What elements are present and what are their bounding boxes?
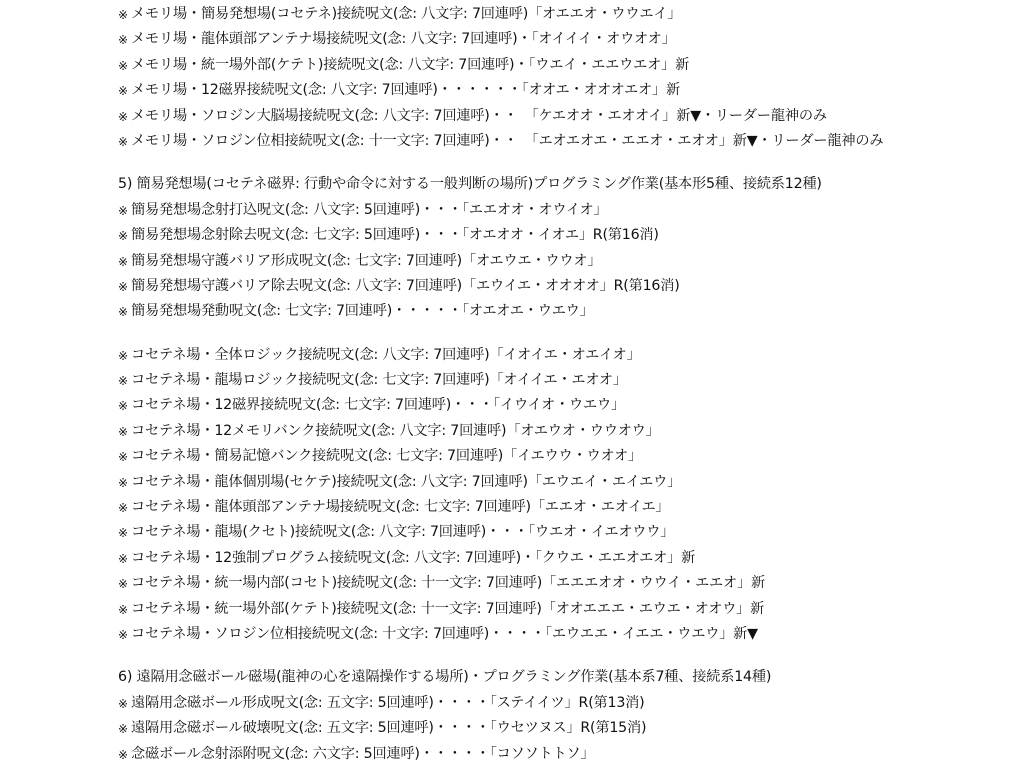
reference-mark: ※	[118, 229, 128, 244]
reference-mark: ※	[118, 279, 128, 294]
reference-mark: ※	[118, 84, 128, 99]
reference-mark: ※	[118, 134, 128, 149]
list-item	[118, 691, 1018, 716]
list-item-text: コセテネ場・12メモリバンク接続呪文(念: 八文字: 7回連呼)「オエウオ・ウウオウ」	[131, 422, 660, 439]
reference-mark: ※	[118, 203, 128, 218]
list-item	[118, 419, 1018, 444]
reference-mark: ※	[118, 399, 128, 414]
list-item-text: コセテネ場・龍体個別場(セケテ)接続呪文(念: 八文字: 7回連呼)「エウエイ・エイエウ」	[131, 473, 682, 490]
list-item	[118, 444, 1018, 469]
list-item-text: コセテネ場・12磁界接続呪文(念: 七文字: 7回連呼)・・・「イウイオ・ウエウ」	[131, 397, 626, 414]
section-5	[118, 172, 1018, 324]
reference-mark: ※	[118, 8, 128, 22]
list-item	[118, 27, 1018, 52]
list-item-text: 遠隔用念磁ボール形成呪文(念: 五文字: 5回連呼)・・・・「ステイイツ」R(第13消)	[131, 694, 645, 711]
list-item-text: 遠隔用念磁ボール破壊呪文(念: 五文字: 5回連呼)・・・・「ウセツヌス」R(第15消)	[131, 720, 647, 737]
list-item	[118, 274, 1018, 299]
reference-mark: ※	[118, 747, 128, 762]
reference-mark: ※	[118, 109, 128, 124]
list-item	[118, 104, 1018, 129]
list-item-text: コセテネ場・統一場内部(コセト)接続呪文(念: 十一文字: 7回連呼)「エエエオオ・ウウイ・エエオ」新	[131, 575, 766, 592]
list-item-text: 簡易発想場守護バリア形成呪文(念: 七文字: 7回連呼)「オエウエ・ウウオ」	[131, 252, 602, 269]
list-item-text: コセテネ場・簡易記憶バンク接続呪文(念: 七文字: 7回連呼)「イエウウ・ウオオ」	[131, 448, 643, 465]
list-item	[118, 470, 1018, 495]
list-item	[118, 53, 1018, 78]
list-item-text: コセテネ場・龍場(クセト)接続呪文(念: 八文字: 7回連呼)・・・「ウエオ・イエオウウ」	[131, 524, 675, 541]
section-heading: 6) 遠隔用念磁ボール磁場(龍神の心を遠隔操作する場所)・プログラミング作業(基本系7種、接続系14種)	[118, 669, 772, 686]
list-item	[118, 716, 1018, 741]
list-item-text: コセテネ場・全体ロジック接続呪文(念: 八文字: 7回連呼)「イオイエ・オエイオ」	[131, 346, 641, 363]
list-item	[118, 129, 1018, 154]
list-item	[118, 742, 1018, 767]
list-item	[118, 78, 1018, 103]
reference-mark: ※	[118, 696, 128, 711]
list-item-text: コセテネ場・龍場ロジック接続呪文(念: 七文字: 7回連呼)「オイイエ・エオオ」	[131, 372, 627, 389]
spacer	[118, 647, 1018, 665]
document-body	[118, 2, 1018, 767]
reference-mark: ※	[118, 526, 128, 541]
reference-mark: ※	[118, 475, 128, 490]
reference-mark: ※	[118, 305, 128, 320]
reference-mark: ※	[118, 424, 128, 439]
list-item	[118, 393, 1018, 418]
list-item-text: 簡易発想場念射除去呪文(念: 七文字: 5回連呼)・・・「オエオオ・イオエ」R(第16消)	[131, 227, 659, 244]
list-item	[118, 495, 1018, 520]
list-item	[118, 546, 1018, 571]
list-item-text: メモリ場・簡易発想場(コセテネ)接続呪文(念: 八文字: 7回連呼)「オエエオ・ウウエイ」	[131, 6, 682, 22]
spacer	[118, 154, 1018, 172]
list-item	[118, 597, 1018, 622]
reference-mark: ※	[118, 450, 128, 465]
list-item-text: 念磁ボール念射添附呪文(念: 六文字: 5回連呼)・・・・・「コソソトトソ」	[131, 745, 595, 762]
list-item-text: メモリ場・龍体頭部アンテナ場接続呪文(念: 八文字: 7回連呼)・「オイイイ・オウオオ」	[131, 31, 676, 48]
list-item	[118, 622, 1018, 647]
list-item-text: コセテネ場・ソロジン位相接続呪文(念: 十文字: 7回連呼)・・・・「エウエエ・イエエ・ウエウ」新▼	[131, 625, 758, 642]
reference-mark: ※	[118, 602, 128, 617]
reference-mark: ※	[118, 58, 128, 73]
list-item-text: コセテネ場・龍体頭部アンテナ場接続呪文(念: 七文字: 7回連呼)「エエオ・エオイエ」	[131, 499, 670, 516]
list-item-text: 簡易発想場守護バリア除去呪文(念: 八文字: 7回連呼)「エウイエ・オオオオ」R(第16消)	[131, 277, 680, 294]
reference-mark: ※	[118, 577, 128, 592]
reference-mark: ※	[118, 551, 128, 566]
section-heading: 5) 簡易発想場(コセテネ磁界: 行動や命令に対する一般判断の場所)プログラミング作業(基本形5種、接続系12種)	[118, 176, 822, 193]
list-item	[118, 223, 1018, 248]
list-item	[118, 520, 1018, 545]
list-item	[118, 368, 1018, 393]
list-item	[118, 571, 1018, 596]
list-item-text: メモリ場・統一場外部(ケテト)接続呪文(念: 八文字: 7回連呼)・「ウエイ・エエウエオ」新	[131, 56, 690, 73]
spell-list-memory	[118, 2, 1018, 154]
list-item	[118, 249, 1018, 274]
reference-mark: ※	[118, 33, 128, 48]
list-item-text: メモリ場・ソロジン位相接続呪文(念: 十一文字: 7回連呼)・・ 「エオエオエ・エエオ・エオオ」新▼・リーダー龍神のみ	[131, 132, 884, 149]
list-item-text: メモリ場・12磁界接続呪文(念: 八文字: 7回連呼)・・・・・・「オオエ・オオオエオ」新	[131, 82, 680, 99]
reference-mark: ※	[118, 348, 128, 363]
reference-mark: ※	[118, 501, 128, 516]
list-item-text: 簡易発想場念射打込呪文(念: 八文字: 5回連呼)・・・「エエオオ・オウイオ」	[131, 201, 608, 218]
spell-list-kosetene	[118, 343, 1018, 648]
list-item	[118, 198, 1018, 223]
list-item-text: 簡易発想場発動呪文(念: 七文字: 7回連呼)・・・・・「オエオエ・ウエウ」	[131, 303, 594, 320]
list-item-text: コセテネ場・12強制プログラム接続呪文(念: 八文字: 7回連呼)・「クウエ・エエオエオ」新	[131, 549, 696, 566]
reference-mark: ※	[118, 627, 128, 642]
list-item	[118, 2, 1018, 27]
list-item	[118, 299, 1018, 324]
section-6	[118, 665, 1018, 767]
reference-mark: ※	[118, 722, 128, 737]
list-item-text: コセテネ場・統一場外部(ケテト)接続呪文(念: 十一文字: 7回連呼)「オオエエエ・エウエ・オオウ」新	[131, 600, 765, 617]
list-item-text: メモリ場・ソロジン大脳場接続呪文(念: 八文字: 7回連呼)・・ 「ケエオオ・エオオイ」新▼・リーダー龍神のみ	[131, 107, 827, 124]
spacer	[118, 325, 1018, 343]
reference-mark: ※	[118, 254, 128, 269]
reference-mark: ※	[118, 374, 128, 389]
list-item	[118, 343, 1018, 368]
